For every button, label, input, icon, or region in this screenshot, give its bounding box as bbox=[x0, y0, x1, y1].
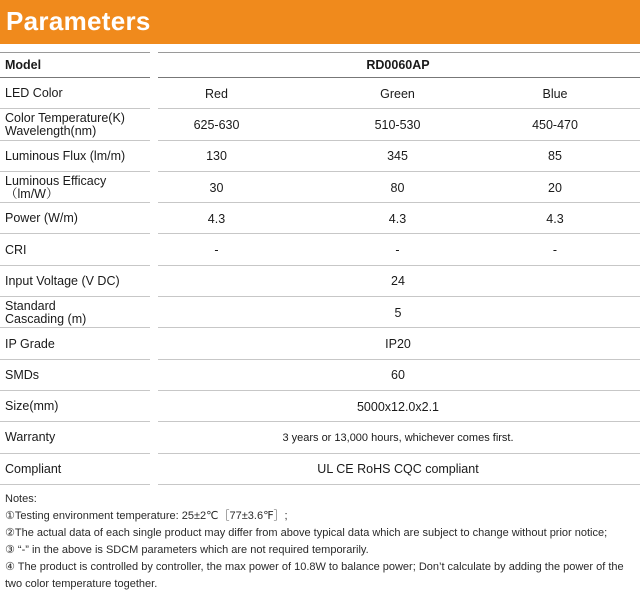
note-item: ②The actual data of each single product may differ from above typical data which are subject to change without prior notice; bbox=[5, 527, 608, 539]
blue-value: 85 bbox=[548, 149, 562, 164]
row-label: Luminous Efficacy （lm/W） bbox=[5, 173, 107, 201]
row-value: 5 bbox=[394, 305, 402, 320]
row-value: 24 bbox=[391, 274, 405, 289]
row-label: Luminous Flux (lm/m) bbox=[5, 148, 126, 163]
notes-section bbox=[5, 491, 635, 593]
blue-value: 450-470 bbox=[532, 117, 578, 132]
title-banner bbox=[0, 0, 640, 44]
table-row bbox=[0, 203, 640, 234]
column-gap bbox=[150, 297, 158, 329]
column-gap bbox=[150, 422, 158, 454]
green-value: - bbox=[395, 243, 400, 258]
row-value: 3 years or 13,000 hours, whichever comes first. bbox=[282, 431, 514, 444]
green-value: Green bbox=[380, 86, 415, 101]
blue-value: - bbox=[552, 243, 558, 258]
row-label: LED Color bbox=[5, 86, 63, 101]
red-value: 4.3 bbox=[207, 211, 226, 226]
table-row bbox=[0, 78, 640, 109]
table-row bbox=[0, 328, 640, 359]
row-label: IP Grade bbox=[5, 336, 55, 351]
parameters-table bbox=[0, 52, 640, 485]
row-label: Warranty bbox=[5, 430, 56, 445]
row-value: UL CE RoHS CQC compliant bbox=[317, 462, 479, 477]
column-gap bbox=[150, 360, 158, 392]
table-header-row bbox=[0, 52, 640, 78]
red-value: 130 bbox=[206, 149, 227, 164]
table-row bbox=[0, 454, 640, 485]
row-label: Compliant bbox=[5, 461, 62, 476]
row-label: SMDs bbox=[5, 367, 40, 382]
row-label: CRI bbox=[5, 242, 27, 257]
green-value: 345 bbox=[387, 149, 408, 164]
column-gap bbox=[150, 172, 158, 204]
red-value: - bbox=[214, 243, 219, 258]
model-value: RD0060AP bbox=[366, 58, 430, 72]
column-gap bbox=[150, 78, 158, 110]
table-row bbox=[0, 172, 640, 203]
column-gap bbox=[150, 328, 158, 360]
blue-value: Blue bbox=[542, 86, 568, 101]
red-value: 625-630 bbox=[193, 117, 240, 132]
red-value: Red bbox=[205, 86, 228, 101]
green-value: 510-530 bbox=[374, 117, 421, 132]
note-item: ①Testing environment temperature: 25±2℃［77±3.6℉］; bbox=[5, 510, 288, 522]
column-gap bbox=[150, 234, 158, 266]
blue-value: 4.3 bbox=[546, 211, 564, 226]
blue-value: 20 bbox=[548, 180, 562, 195]
red-value: 30 bbox=[209, 180, 224, 195]
row-divider bbox=[0, 484, 640, 485]
note-item: ④ The product is controlled by controller, the max power of 10.8W to balance power; Don’t calculate by adding the power of the two color temperature together. bbox=[5, 561, 624, 590]
row-label: Size(mm) bbox=[5, 399, 59, 414]
model-label: Model bbox=[5, 57, 42, 72]
table-row bbox=[0, 297, 640, 328]
table-row bbox=[0, 360, 640, 391]
table-row bbox=[0, 422, 640, 453]
row-value: IP20 bbox=[385, 337, 411, 352]
row-label: Input Voltage (V DC) bbox=[5, 273, 120, 288]
row-value: 60 bbox=[391, 368, 405, 383]
row-value: 5000x12.0x2.1 bbox=[356, 399, 439, 414]
table-row bbox=[0, 266, 640, 297]
note-item: ③ “-” in the above is SDCM parameters which are not required temporarily. bbox=[5, 544, 369, 556]
page-title: Parameters bbox=[6, 6, 151, 36]
column-gap bbox=[150, 391, 158, 423]
column-gap bbox=[150, 141, 158, 173]
row-label: Standard Cascading (m) bbox=[5, 298, 87, 326]
column-gap bbox=[150, 52, 158, 79]
green-value: 4.3 bbox=[388, 211, 407, 226]
table-row bbox=[0, 109, 640, 140]
row-label: Power (W/m) bbox=[5, 211, 78, 226]
column-gap bbox=[150, 203, 158, 235]
row-label: Color Temperature(K) Wavelength(nm) bbox=[5, 110, 125, 138]
table-row bbox=[0, 234, 640, 265]
table-row bbox=[0, 141, 640, 172]
column-gap bbox=[150, 109, 158, 141]
column-gap bbox=[150, 454, 158, 486]
green-value: 80 bbox=[390, 180, 405, 195]
table-row bbox=[0, 391, 640, 422]
notes-heading: Notes: bbox=[5, 493, 37, 505]
column-gap bbox=[150, 266, 158, 298]
